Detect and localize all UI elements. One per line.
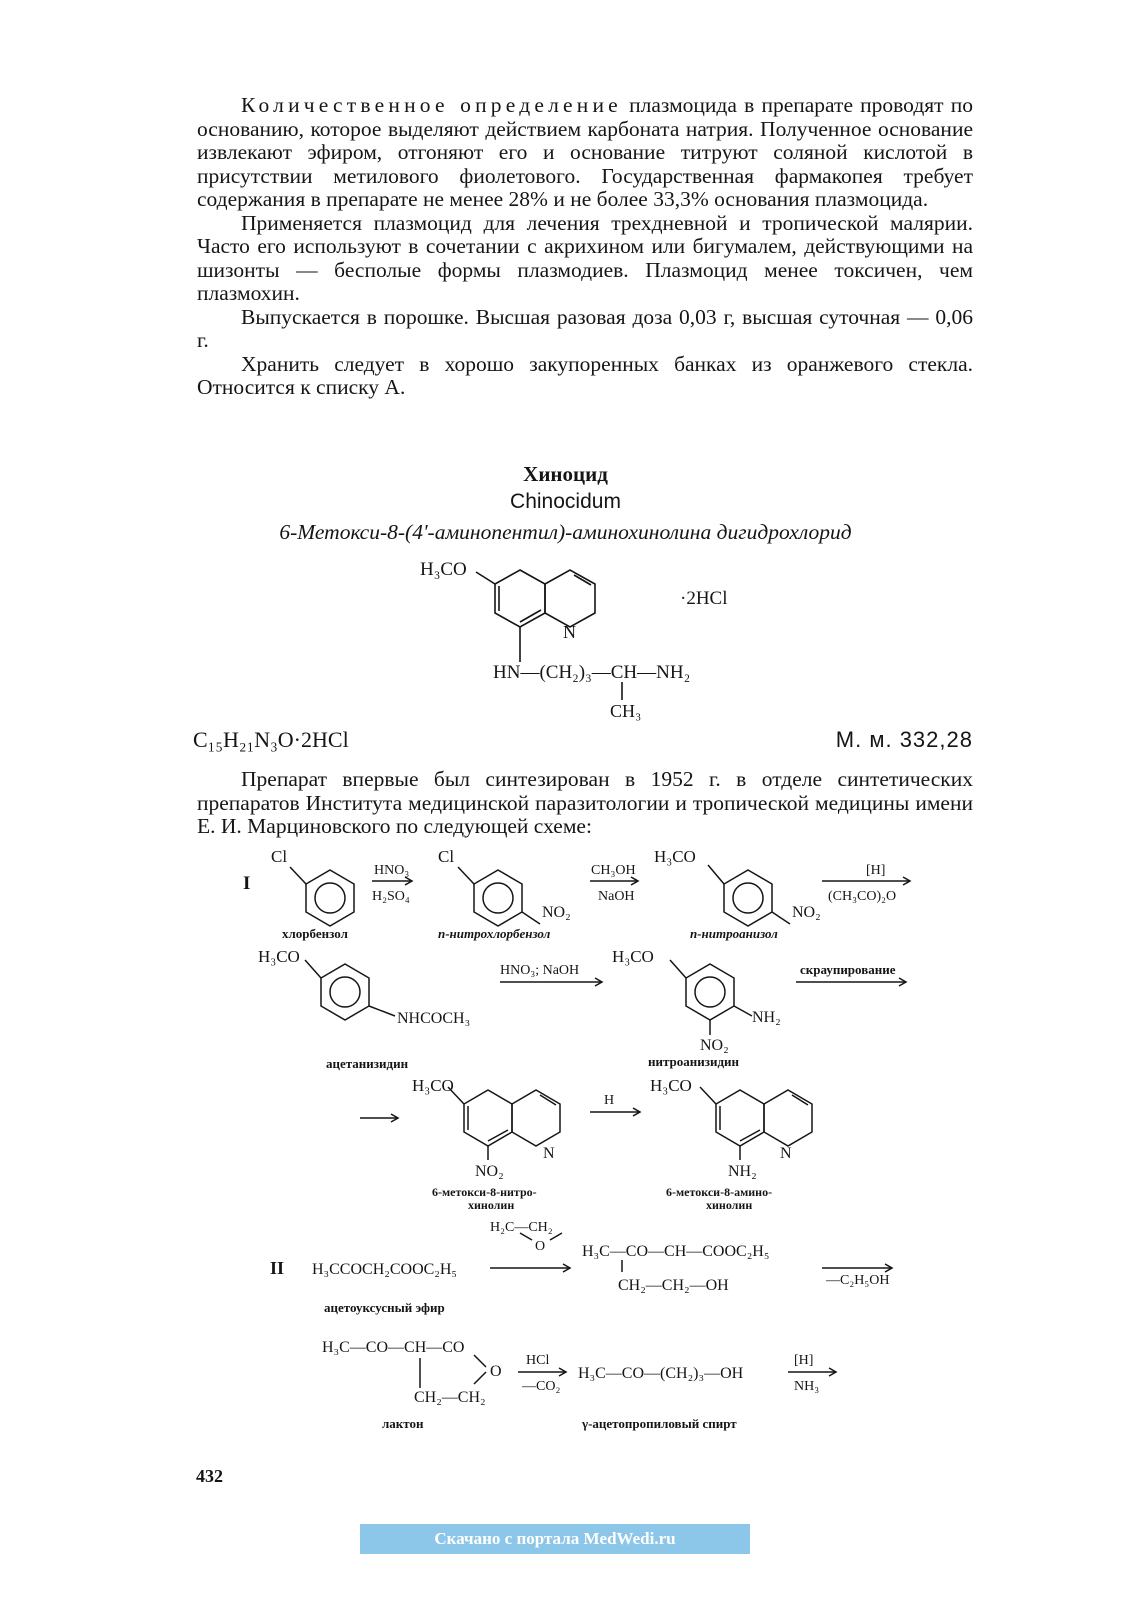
label-n-2: N: [780, 1145, 792, 1162]
label-nh2-2: NH₂: [728, 1163, 757, 1180]
scheme-roman-1: I: [243, 873, 251, 894]
label-no2-2: NO₂: [792, 904, 821, 921]
salt-label: ·2HCl: [680, 588, 728, 609]
side-chain-label: HN—(CH₂)₃—CH—NH₂: [493, 662, 691, 683]
intro-text: [197, 94, 973, 400]
label-acetoacetic-ester: H₃CCOCH₂COOC₂H₅: [312, 1261, 457, 1278]
name-methoxy-aminoquinoline-a: 6-метокси-8-амино-: [666, 1185, 773, 1199]
label-no2-3: NO₂: [700, 1037, 729, 1054]
label-h3co-5: H₃CO: [650, 1076, 692, 1095]
assay-label: Количественное определение: [241, 93, 622, 117]
label-product-2b: CH₂—CH₂—OH: [618, 1277, 729, 1294]
drug-chemical-name: 6-Метокси-8-(4'-аминопентил)-аминохинолина дигидрохлорид: [279, 520, 852, 544]
label-epoxide-o: O: [535, 1239, 546, 1254]
label-lactone-o: O: [490, 1363, 502, 1380]
molecular-formula: C₁₅H₂₁N₃O·2HCl: [193, 727, 349, 752]
label-no2-4: NO₂: [475, 1163, 504, 1180]
name-methoxy-aminoquinoline-b: хинолин: [706, 1198, 753, 1212]
download-banner[interactable]: Скачано с портала MedWedi.ru: [360, 1524, 750, 1554]
molecular-mass: М. м. 332,28: [835, 727, 973, 752]
methoxy-label: H₃CO: [420, 559, 467, 580]
paragraph-use: Применяется плазмоцид для лечения трехдневной и тропической малярии. Часто его используют в сочетании с акрихином или бигумалем, действующими на шизонты — бесполые формы плазмодиев. Плазмоцид менее токсичен, чем плазмохин.: [197, 210, 973, 305]
synthesis-intro: [197, 768, 973, 839]
label-h3co-3: H₃CO: [612, 947, 654, 966]
name-acetopropyl-alcohol: γ-ацетопропиловый спирт: [582, 1416, 737, 1431]
reagent-hno3: HNO₃: [374, 863, 410, 878]
label-n-1: N: [543, 1145, 555, 1162]
label-cl-2: Cl: [438, 847, 455, 866]
reagent-hno3-naoh: HNO₃; NaOH: [500, 963, 580, 978]
reagent-h-1: [H]: [866, 863, 886, 878]
name-nitroanisole: п-нитроанизол: [690, 926, 778, 941]
name-methoxy-nitroquinoline-b: хинолин: [468, 1198, 515, 1212]
reagent-ch3oh: CH₃OH: [591, 863, 636, 878]
label-lactone-1: H₃C—CO—CH—CO: [322, 1339, 465, 1356]
synthesis-intro-text: Препарат впервые был синтезирован в 1952 г. в отделе синтетических препаратов Института медицинской паразитологии и тропической медицины имени Е. И. Марциновского по следующей схеме:: [197, 767, 973, 838]
reagent-h-3: [H]: [794, 1353, 814, 1368]
scheme-roman-2: II: [270, 1258, 285, 1278]
name-methoxy-nitroquinoline-a: 6-метокси-8-нитро-: [432, 1185, 537, 1199]
label-no2-1: NO₂: [542, 904, 571, 921]
label-nhcoch3: NHCOCH₃: [397, 1010, 471, 1027]
chinocide-structure: [400, 550, 780, 725]
name-chlorobenzene: хлорбензол: [282, 926, 348, 941]
name-nitrochlorobenzene: п-нитрохлорбензол: [438, 926, 551, 941]
name-acetoacetic-ester: ацетоуксусный эфир: [324, 1300, 445, 1315]
reagent-ethanol: —C₂H₅OH: [826, 1273, 890, 1288]
label-ethylene-oxide: H₂C—CH₂: [490, 1220, 553, 1235]
reagent-nh3: NH₃: [794, 1379, 820, 1394]
label-product-3: H₃C—CO—(CH₂)₃—OH: [578, 1365, 744, 1382]
reagent-acetic-anhydride: (CH₃CO)₂O: [828, 889, 897, 904]
paragraph-dosage: Выпускается в порошке. Высшая разовая доза 0,03 г, высшая суточная — 0,06 г.: [197, 304, 973, 352]
reagent-skraup: скраупирование: [800, 962, 896, 977]
reagent-h2so4: H₂SO₄: [372, 889, 410, 904]
name-lactone: лактон: [382, 1416, 424, 1431]
page-number: 432: [196, 1466, 223, 1486]
reagent-h-2: H: [604, 1093, 615, 1108]
label-h3co-4: H₃CO: [412, 1076, 454, 1095]
label-h3co-2: H₃CO: [258, 947, 300, 966]
assay-text: плазмоцида в препарате проводят по основанию, которое выделяют действием карбоната натрия. Полученное основание извлекают эфиром, отгоняют его и основание титруют соляной кислотой в присутствии метилового фиолетового. Государственная фармакопея требует содержания в препарате не менее 28% и не более 33,3% основания плазмоцида.: [197, 93, 973, 211]
drug-title-latin: Chinocidum: [510, 490, 621, 513]
label-lactone-2: CH₂—CH₂: [414, 1389, 486, 1406]
reagent-co2: —CO₂: [522, 1379, 561, 1394]
reagent-hcl: HCl: [526, 1353, 550, 1368]
ring-nitrogen-label: N: [563, 622, 576, 642]
reagent-naoh: NaOH: [598, 889, 635, 904]
methyl-label: CH₃: [610, 701, 642, 721]
label-cl-1: Cl: [271, 847, 288, 866]
label-h3co-1: H₃CO: [654, 847, 696, 866]
name-acetanisidine: ацетанизидин: [326, 1056, 409, 1071]
label-product-2a: H₃C—CO—CH—COOC₂H₅: [582, 1243, 770, 1260]
label-nh2-1: NH₂: [752, 1009, 781, 1026]
paragraph-assay: [197, 94, 973, 212]
name-nitroanisidine: нитроанизидин: [648, 1054, 740, 1069]
drug-title-ru: Хиноцид: [523, 462, 608, 486]
paragraph-storage: Хранить следует в хорошо закупоренных банках из оранжевого стекла. Относится к списку А.: [197, 351, 973, 399]
synthesis-scheme: [0, 840, 1131, 1440]
